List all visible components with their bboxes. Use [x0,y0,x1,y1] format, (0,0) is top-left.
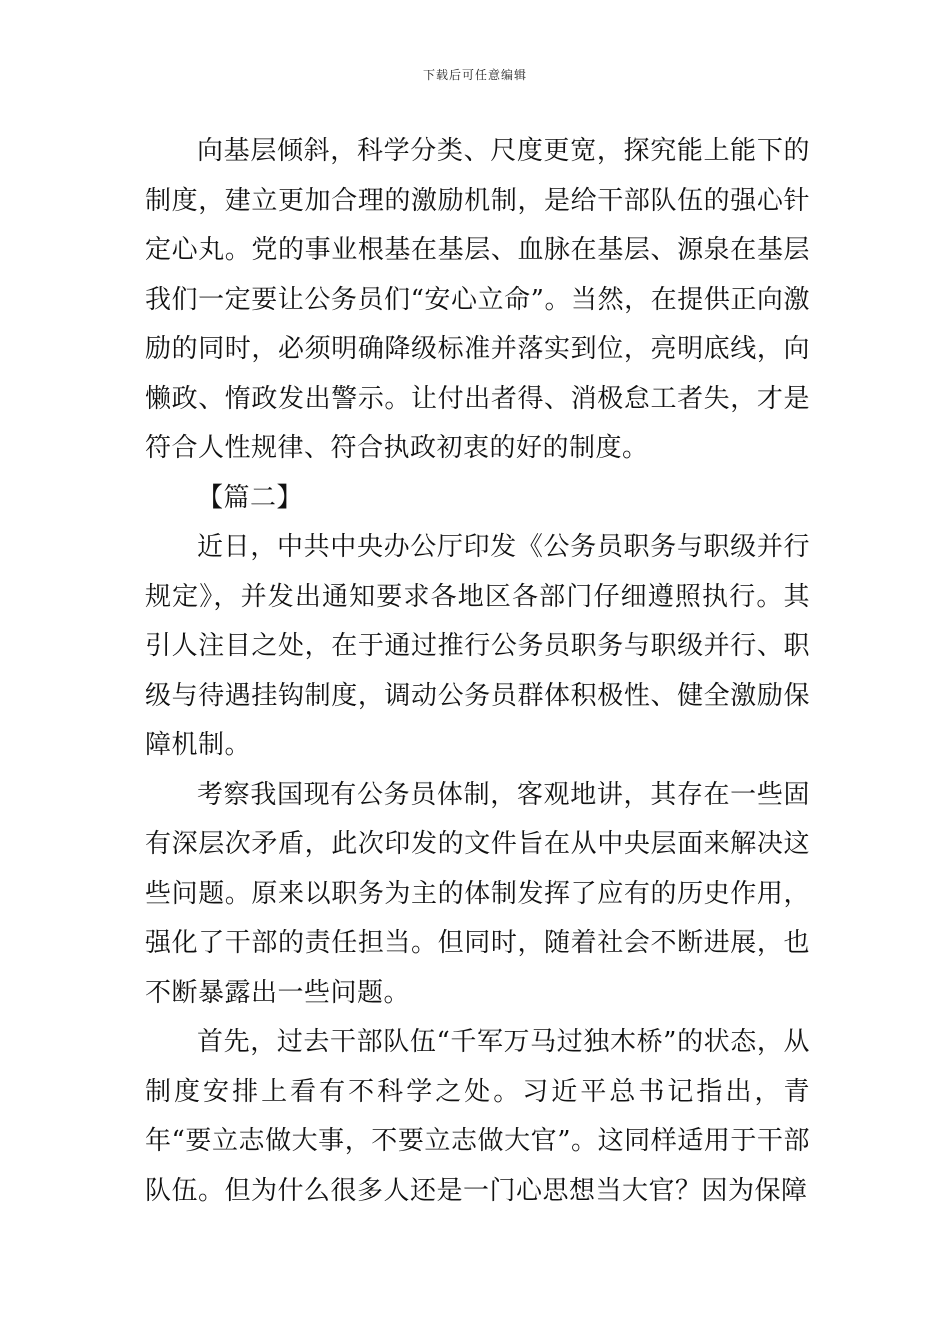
section-heading: 【篇二】 [197,482,304,513]
paragraph-2: 近日，中共中央办公厅印发《公务员职务与职级并行规定》，并发出通知要求各地区各部门仔细遵照执行。其引人注目之处，在于通过推行公务员职务与职级并行、职级与待遇挂钩制度，调动公务员群体积极性、健全激励保障机制。 [145,532,810,760]
page-header: 下载后可任意编辑 [422,68,527,82]
document-body [145,127,810,1216]
paragraph-3: 考察我国现有公务员体制，客观地讲，其存在一些固有深层次矛盾，此次印发的文件旨在从中央层面来解决这些问题。原来以职务为主的体制发挥了应有的历史作用，强化了干部的责任担当。但同时，随着社会不断进展，也不断暴露出一些问题。 [145,779,810,1008]
paragraph-4: 首先，过去干部队伍“千军万马过独木桥”的状态，从制度安排上看有不科学之处。习近平总书记指出，青年“要立志做大事，不要立志做大官”。这同样适用于干部队伍。但为什么很多人还是一门心思想当大官？因为保障 [145,1027,810,1206]
paragraph-1: 向基层倾斜，科学分类、尺度更宽，探究能上能下的制度，建立更加合理的激励机制，是给干部队伍的强心针定心丸。党的事业根基在基层、血脉在基层、源泉在基层我们一定要让公务员们“安心立命”。当然，在提供正向激励的同时，必须明确降级标准并落实到位，亮明底线，向懒政、惰政发出警示。让付出者得、消极怠工者失，才是符合人性规律、符合执政初衷的好的制度。 [145,136,810,463]
